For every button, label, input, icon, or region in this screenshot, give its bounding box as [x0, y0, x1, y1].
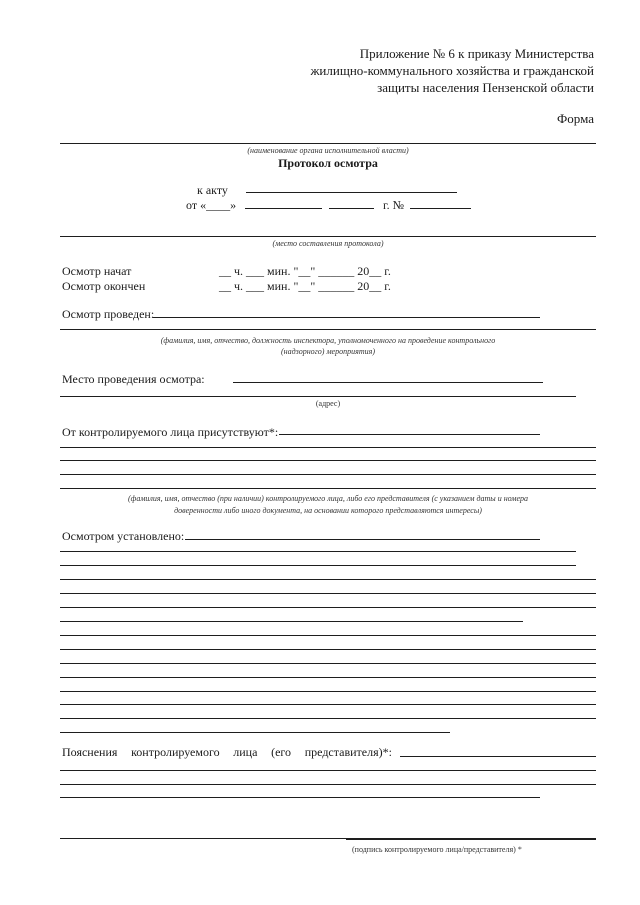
act-number-label: г. № [383, 198, 405, 212]
explanations-word-2: контролируемого [131, 745, 220, 759]
present-label: От контролируемого лица присутствуют*: [62, 425, 279, 439]
explanations-line-3[interactable] [60, 797, 540, 798]
established-line-10[interactable] [60, 677, 596, 678]
signature-rule-left[interactable] [60, 838, 346, 839]
established-line-11[interactable] [60, 691, 596, 692]
authority-caption: (наименование органа исполнительной власти) [247, 146, 409, 155]
started-label: Осмотр начат [62, 264, 132, 278]
conducted-field[interactable] [153, 317, 540, 318]
established-line-13[interactable] [60, 718, 596, 719]
started-value[interactable]: __ ч. ___ мин. "__" ______ 20__ г. [219, 264, 391, 278]
established-line-12[interactable] [60, 704, 596, 705]
header-line-3: защиты населения Пензенской области [377, 80, 594, 95]
act-date-label: от «____» [186, 198, 237, 212]
to-act-label: к акту [197, 183, 228, 197]
explanations-label [62, 745, 392, 759]
ended-label: Осмотр окончен [62, 279, 146, 293]
present-line-1[interactable] [60, 447, 596, 448]
present-caption-2: доверенности либо иного документа, на основании которого представляются интересы) [174, 506, 482, 515]
address-rule[interactable] [60, 396, 576, 397]
conducted-rule[interactable] [60, 329, 596, 330]
conducted-label: Осмотр проведен: [62, 307, 155, 321]
place-rule[interactable] [60, 236, 596, 237]
authority-rule [60, 143, 596, 144]
place-field[interactable] [233, 382, 543, 383]
explanations-line-1[interactable] [60, 770, 596, 771]
explanations-line-2[interactable] [60, 784, 596, 785]
act-year-field[interactable] [329, 208, 374, 209]
ended-value[interactable]: __ ч. ___ мин. "__" ______ 20__ г. [219, 279, 391, 293]
present-line-4[interactable] [60, 488, 596, 489]
established-line-5[interactable] [60, 607, 596, 608]
present-line-2[interactable] [60, 460, 596, 461]
document-title: Протокол осмотра [278, 156, 378, 170]
act-number-field[interactable] [410, 208, 471, 209]
established-line-1[interactable] [60, 551, 576, 552]
place-label: Место проведения осмотра: [62, 372, 205, 386]
act-month-field[interactable] [245, 208, 322, 209]
established-label: Осмотром установлено: [62, 529, 185, 543]
signature-caption: (подпись контролируемого лица/представителя) * [352, 845, 522, 854]
header-line-1: Приложение № 6 к приказу Министерства [359, 46, 594, 61]
established-line-9[interactable] [60, 663, 596, 664]
place-caption: (место составления протокола) [272, 239, 384, 248]
conducted-caption-1: (фамилия, имя, отчество, должность инспектора, уполномоченного на проведение контрольного [160, 336, 496, 345]
established-line-8[interactable] [60, 649, 596, 650]
explanations-field[interactable] [400, 756, 596, 757]
present-field[interactable] [279, 434, 540, 435]
explanations-word-1: Пояснения [62, 745, 118, 759]
established-line-4[interactable] [60, 593, 596, 594]
explanations-word-3: лица [233, 745, 258, 759]
address-caption: (адрес) [315, 399, 341, 408]
established-line-6[interactable] [60, 621, 523, 622]
established-field[interactable] [185, 539, 540, 540]
established-line-7[interactable] [60, 635, 596, 636]
header-line-2: жилищно-коммунального хозяйства и гражданской [310, 63, 594, 78]
conducted-caption-2: (надзорного) мероприятия) [281, 347, 375, 356]
present-caption-1: (фамилия, имя, отчество (при наличии) контролируемого лица, либо его представителя (с указанием даты и номера [127, 494, 529, 503]
established-line-3[interactable] [60, 579, 596, 580]
explanations-word-5: представителя)*: [304, 745, 392, 759]
form-label: Форма [557, 111, 594, 126]
present-line-3[interactable] [60, 474, 596, 475]
signature-field[interactable] [346, 838, 596, 840]
explanations-word-4: (его [271, 745, 292, 759]
established-line-2[interactable] [60, 565, 576, 566]
act-name-field[interactable] [246, 192, 457, 193]
established-line-14[interactable] [60, 732, 450, 733]
